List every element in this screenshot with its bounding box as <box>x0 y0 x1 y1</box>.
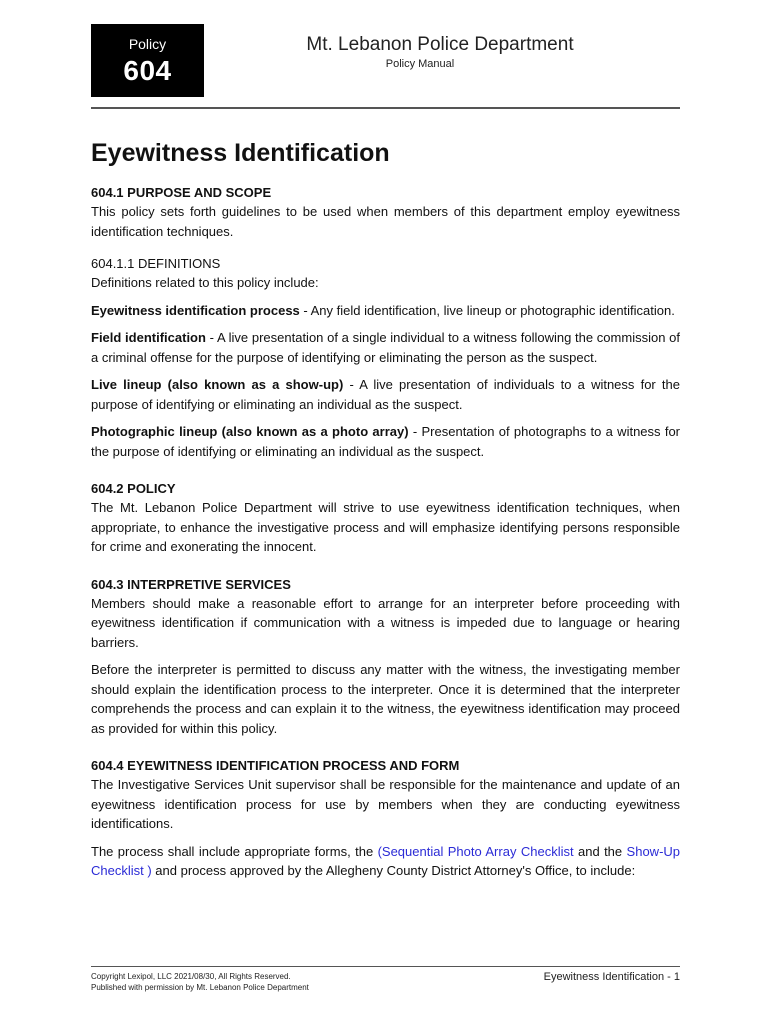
manual-name: Policy Manual <box>385 58 455 70</box>
definition-term: Field identification <box>91 330 206 345</box>
sequential-photo-array-link[interactable]: (Sequential Photo Array Checklist <box>377 843 574 859</box>
definition-term: Live lineup (also known as a show-up) <box>91 377 344 392</box>
definition-text: - A live presentation of individuals to a witness for the purpose of identifying or eliminating an individual as the suspect. <box>91 377 680 412</box>
definition-text: - Any field identification, live lineup or photographic identification. <box>299 302 675 318</box>
section-heading-definitions: 604.1.1 DEFINITIONS <box>91 256 221 271</box>
interpretive-text-2: Before the interpreter is permitted to discuss any matter with the witness, the investigating member should explain the identification process to the interpreter. Once it is determined that the interpreter comprehends the process and can explain it to the witness, the eyewitness identification may proceed as provided for within this policy. <box>91 662 680 736</box>
definition-text: - Presentation of photographs to a witness for the purpose of identifying or eliminating an individual as the suspect. <box>91 424 680 459</box>
header-divider <box>91 107 680 109</box>
definition-text: - A live presentation of a single individual to a witness following the commission of a criminal offense for the purpose of identifying or eliminating the person as the suspect. <box>91 330 680 365</box>
document-body <box>91 137 680 881</box>
policy-number: 604 <box>123 55 172 86</box>
section-heading-interpretive: 604.3 INTERPRETIVE SERVICES <box>91 576 291 592</box>
definition-term: Eyewitness identification process <box>91 302 300 318</box>
definition-item <box>91 328 680 367</box>
permission-text: Published with permission by Mt. Lebanon Police Department <box>91 983 309 992</box>
process-text-a: The process shall include appropriate forms, the <box>91 843 378 859</box>
process-text-c: and process approved by the Allegheny County District Attorney's Office, to include: <box>151 863 636 878</box>
definition-term: Photographic lineup (also known as a photo array) <box>91 424 409 439</box>
definition-item <box>91 422 680 461</box>
process-text-2 <box>91 842 680 881</box>
footer-copyright-block <box>91 971 309 993</box>
definition-item <box>91 301 680 321</box>
policy-text: The Mt. Lebanon Police Department will strive to use eyewitness identification techniques, when appropriate, to enhance the investigative process and will emphasize identifying persons responsible for crime and exonerating the innocent. <box>91 500 680 554</box>
interpretive-text-1: Members should make a reasonable effort to arrange for an interpreter before proceeding with eyewitness identification if communication with a witness is impeded due to language or hearing barriers. <box>91 595 680 650</box>
process-text-b: and the <box>573 843 627 859</box>
purpose-text: This policy sets forth guidelines to be used when members of this department employ eyewitness identification techniques. <box>91 204 680 239</box>
definitions-intro: Definitions related to this policy include: <box>91 275 319 290</box>
section-heading-policy: 604.2 POLICY <box>91 481 176 496</box>
show-up-checklist-link[interactable]: Show-Up Checklist ) <box>91 843 681 878</box>
page-title: Eyewitness Identification <box>91 139 390 167</box>
definition-item <box>91 375 680 414</box>
department-name: Mt. Lebanon Police Department <box>306 34 574 55</box>
process-text-1: The Investigative Services Unit supervisor shall be responsible for the maintenance and update of an eyewitness identification process for use by members when they are conducting eyewitness identifications. <box>91 777 680 831</box>
section-heading-process: 604.4 EYEWITNESS IDENTIFICATION PROCESS AND FORM <box>91 758 460 773</box>
page-label: Eyewitness Identification - 1 <box>543 971 680 983</box>
policy-label: Policy <box>128 36 167 52</box>
footer-divider <box>91 966 680 967</box>
section-heading-purpose: 604.1 PURPOSE AND SCOPE <box>91 185 272 200</box>
policy-number-box <box>91 24 204 97</box>
copyright-text: Copyright Lexipol, LLC 2021/08/30, All Rights Reserved. <box>91 972 291 981</box>
